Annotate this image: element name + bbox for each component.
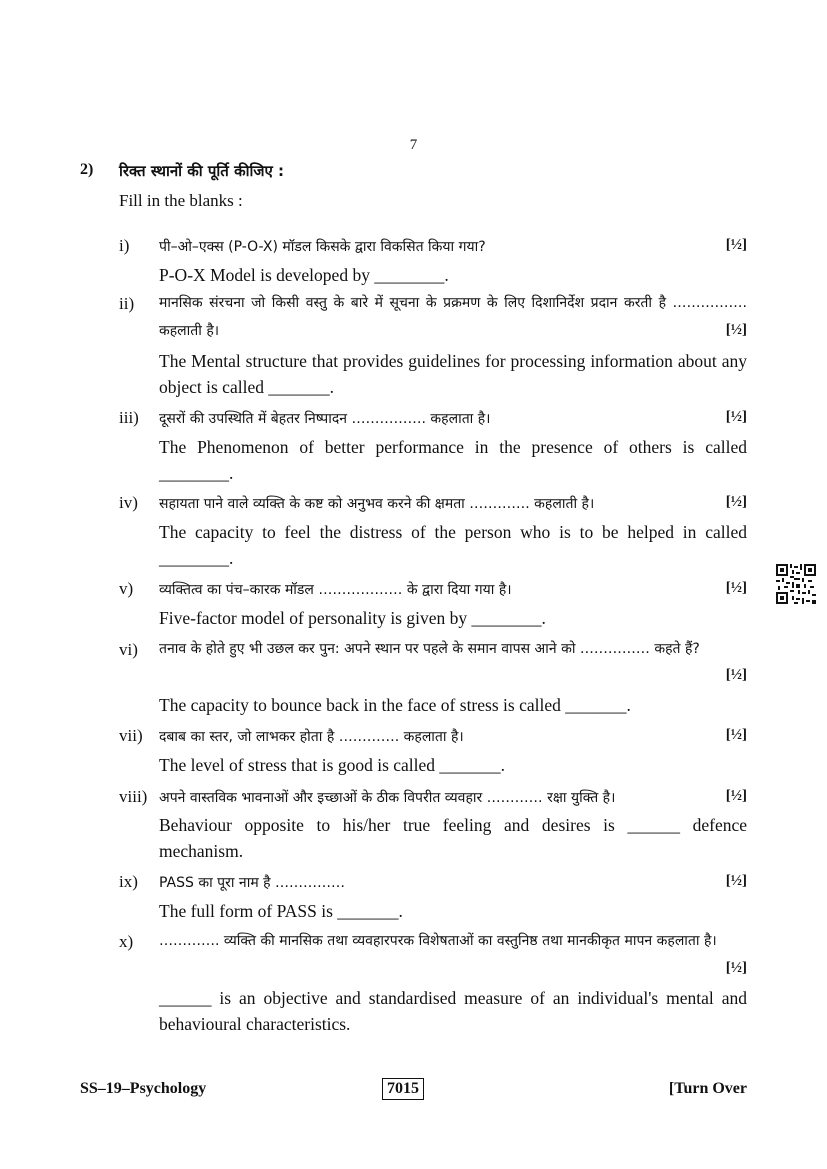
item-hindi: दबाब का स्तर, जो लाभकर होता है …………. कहलाता है। bbox=[159, 729, 464, 745]
footer-turn-over: [Turn Over bbox=[668, 1080, 747, 1097]
item-mark: [½] bbox=[725, 960, 747, 976]
item-english: The capacity to bounce back in the face of stress is called _______. bbox=[159, 695, 631, 715]
item-mark: [½] bbox=[725, 727, 747, 743]
item-hindi: तनाव के होते हुए भी उछल कर पुन: अपने स्थान पर पहले के समान वापस आने को …………… कहते हैं? bbox=[159, 641, 700, 657]
item-number: ix) bbox=[119, 872, 138, 891]
footer-subject: SS–19–Psychology bbox=[80, 1080, 207, 1097]
item-english: The level of stress that is good is called _______. bbox=[159, 755, 506, 775]
qr-code-icon bbox=[776, 564, 816, 604]
item-mark: [½] bbox=[725, 873, 747, 889]
page-number: 7 bbox=[409, 137, 418, 153]
item-hindi: …………. व्यक्ति की मानसिक तथा व्यवहारपरक विशेषताओं का वस्तुनिष्ठ तथा मानकीकृत मापन कहलाता है। bbox=[159, 933, 717, 949]
item-english: The Phenomenon of better performance in the presence of others is called ________. bbox=[159, 437, 747, 483]
item-english: The Mental structure that provides guidelines for processing information about any object is called _______. bbox=[159, 351, 747, 397]
item-mark: [½] bbox=[725, 237, 747, 253]
item-english: P-O-X Model is developed by ________. bbox=[159, 265, 449, 285]
item-hindi: अपने वास्तविक भावनाओं और इच्छाओं के ठीक विपरीत व्यवहार ………… रक्षा युक्ति है। bbox=[159, 790, 616, 806]
item-english: Five-factor model of personality is given by ________. bbox=[159, 608, 546, 628]
footer-code: 7015 bbox=[382, 1078, 424, 1100]
item-number: v) bbox=[119, 579, 134, 598]
question-instruction-hindi: रिक्त स्थानों की पूर्ति कीजिए : bbox=[119, 162, 285, 180]
item-hindi: व्यक्तित्व का पंच–कारक मॉडल ……………… के द्वारा दिया गया है। bbox=[159, 582, 512, 598]
item-mark: [½] bbox=[725, 409, 747, 425]
item-hindi: PASS का पूरा नाम है …………… bbox=[159, 875, 346, 891]
item-mark: [½] bbox=[725, 788, 747, 804]
item-mark: [½] bbox=[725, 580, 747, 596]
item-english: ______ is an objective and standardised measure of an individual's mental and behavioural characteristics. bbox=[159, 988, 747, 1034]
item-hindi: दूसरों की उपस्थिति में बेहतर निष्पादन ……………. कहलाता है। bbox=[159, 411, 491, 427]
item-mark: [½] bbox=[725, 322, 747, 338]
item-number: ii) bbox=[119, 294, 135, 313]
item-hindi: मानसिक संरचना जो किसी वस्तु के बारे में सूचना के प्रक्रमण के लिए दिशानिर्देश प्रदान करती है ……………. कहलाती है। bbox=[159, 295, 747, 339]
item-hindi: पी–ओ–एक्स (P-O-X) मॉडल किसके द्वारा विकसित किया गया? bbox=[159, 239, 486, 255]
item-hindi: सहायता पाने वाले व्यक्ति के कष्ट को अनुभव करने की क्षमता …………. कहलाती है। bbox=[159, 496, 595, 512]
item-number: i) bbox=[119, 236, 130, 255]
item-number: viii) bbox=[119, 787, 148, 806]
item-number: iii) bbox=[119, 408, 139, 427]
item-english: The capacity to feel the distress of the person who is to be helped in called ________. bbox=[159, 522, 747, 568]
item-mark: [½] bbox=[725, 494, 747, 510]
item-english: The full form of PASS is _______. bbox=[159, 901, 403, 921]
question-instruction-english: Fill in the blanks : bbox=[119, 191, 243, 210]
item-number: iv) bbox=[119, 493, 138, 512]
item-number: vi) bbox=[119, 640, 138, 659]
item-number: x) bbox=[119, 932, 134, 951]
item-english: Behaviour opposite to his/her true feeling and desires is ______ defence mechanism. bbox=[159, 815, 747, 861]
item-number: vii) bbox=[119, 726, 143, 745]
question-number: 2) bbox=[80, 161, 94, 178]
item-mark: [½] bbox=[725, 667, 747, 683]
